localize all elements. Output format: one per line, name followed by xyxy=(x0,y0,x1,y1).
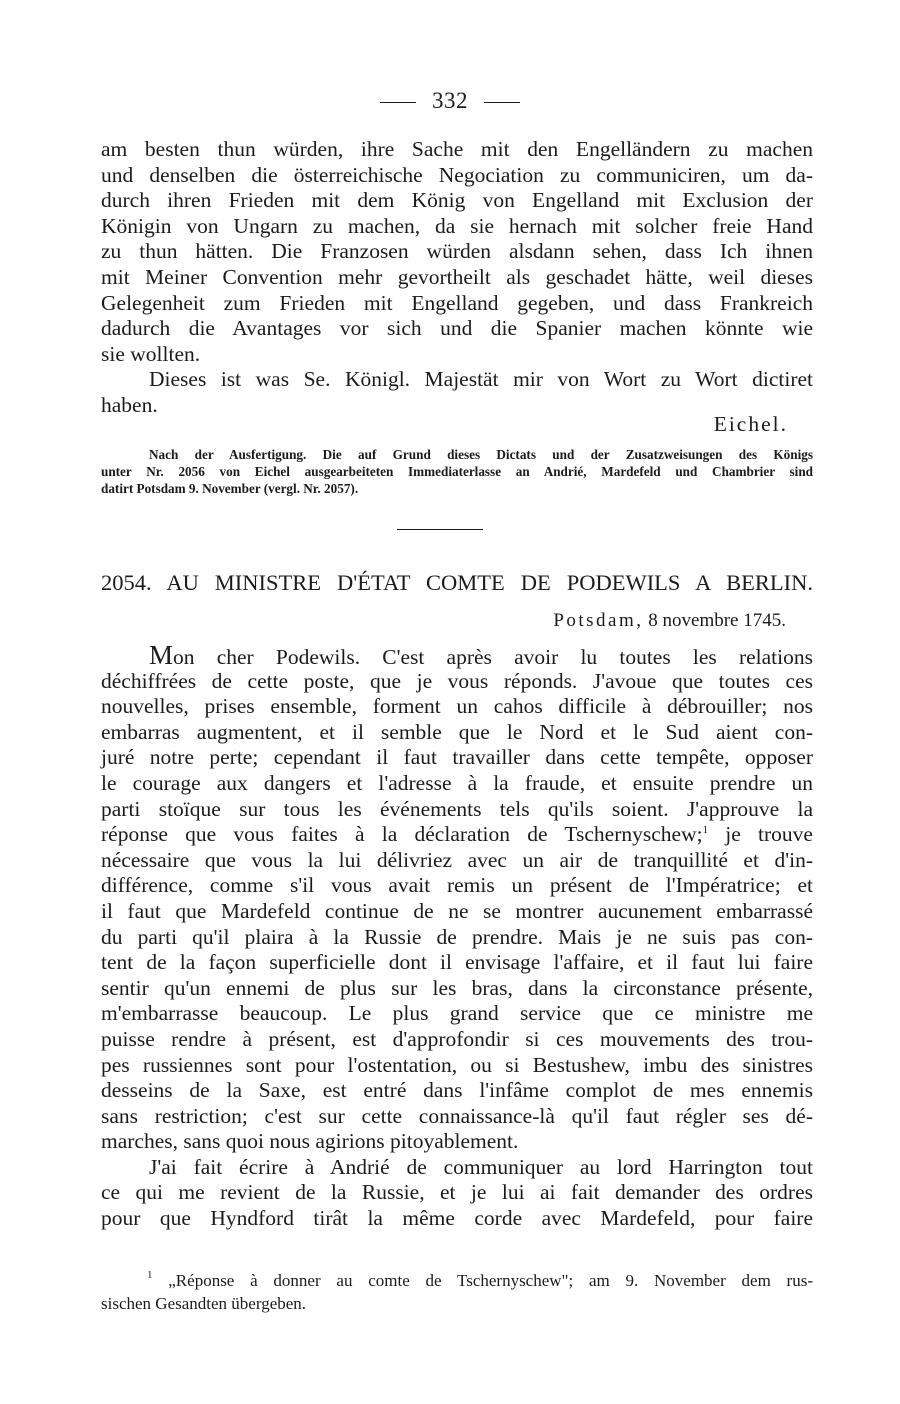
text-line: m'embarrasse beaucoup. Le plus grand service que ce ministre me xyxy=(101,1001,813,1026)
text-line: pes russiennes sont pour l'ostentation, ou si Bestushew, imbu des sinistres xyxy=(101,1052,813,1077)
text-line: nouvelles, prises ensemble, forment un cahos difficile à débrouiller; nos xyxy=(101,694,813,719)
text-line: desseins de la Saxe, est entré dans l'infâme complot de mes ennemis xyxy=(101,1078,813,1103)
text-line: il faut que Mardefeld continue de ne se montrer aucunement embarrassé xyxy=(101,898,813,923)
text-line: sentir qu'un ennemi de plus sur les bras, dans la circonstance présente, xyxy=(101,975,813,1000)
text-line: zu thun hätten. Die Franzosen würden alsdann sehen, dass Ich ihnen xyxy=(101,239,813,264)
note-line: datirt Potsdam 9. November (vergl. Nr. 2057). xyxy=(101,481,359,496)
page-number: 332 xyxy=(432,88,468,113)
text-line: nécessaire que vous la lui délivriez avec un air de tranquillité et d'in- xyxy=(101,847,813,872)
footnote-line xyxy=(101,1269,813,1292)
editorial-note xyxy=(101,446,813,497)
text-line: déchiffrées de cette poste, que je vous réponds. J'avoue que toutes ces xyxy=(101,668,813,693)
footnote-text: „Réponse à donner au comte de Tschernyschew"; am 9. November dem rus- xyxy=(168,1271,813,1290)
page-header xyxy=(0,88,900,114)
text-line: Königin von Ungarn zu machen, da sie hernach mit solcher freie Hand xyxy=(101,213,813,238)
header-dash-left xyxy=(380,102,416,103)
salutation-rest: on cher Podewils. C'est après avoir lu toutes les relations xyxy=(173,645,813,669)
text-line: marches, sans quoi nous agirions pitoyablement. xyxy=(101,1129,519,1154)
text-line: sie wollten. xyxy=(101,341,201,366)
letter-title: AU MINISTRE D'ÉTAT COMTE DE PODEWILS A BERLIN. xyxy=(166,570,813,595)
text-line xyxy=(101,822,813,848)
text-line: du parti qu'il plaira à la Russie de prendre. Mais je ne suis pas con- xyxy=(101,924,813,949)
text-line: mit Meiner Convention mehr gevortheilt als geschadet hätte, weil dieses xyxy=(101,264,813,289)
header-dash-right xyxy=(484,102,520,103)
footnoted-text-rest: je trouve xyxy=(708,822,813,847)
text-line: embarras augmentent, et il semble que le Nord et le Sud aient con- xyxy=(101,719,813,744)
text-line: am besten thun würden, ihre Sache mit den Engelländern zu machen xyxy=(101,137,813,161)
dateline xyxy=(553,610,786,632)
text-line: durch ihren Frieden mit dem König von Engelland mit Exclusion der xyxy=(101,188,813,213)
text-line: parti stoïque sur tous les événements tels qu'ils soient. J'approuve la xyxy=(101,796,813,821)
text-line: le courage aux dangers et l'adresse à la fraude, et ensuite prendre un xyxy=(101,770,813,795)
text-line: Dieses ist was Se. Königl. Majestät mir von Wort zu Wort dictiret xyxy=(149,367,813,392)
note-line: unter Nr. 2056 von Eichel ausgearbeiteten Immediaterlasse an Andrié, Mardefeld und Chambrier sind xyxy=(101,464,813,479)
footnote-ref[interactable]: 1 xyxy=(702,824,709,837)
footnoted-text: réponse que vous faites à la déclaration de Tschernyschew; xyxy=(101,822,703,847)
signature: Eichel. xyxy=(713,412,788,436)
text-line: différence, comme s'il vous avait remis un présent de l'Impératrice; et xyxy=(101,873,813,898)
text-line: puisse rendre à présent, est d'approfondir si ces mouvements des trou- xyxy=(101,1026,813,1051)
text-line: pour que Hyndford tirât la même corde avec Mardefeld, pour faire xyxy=(101,1206,813,1231)
continuation-text xyxy=(101,137,813,419)
letter-body xyxy=(101,640,813,1232)
dateline-date: 8 novembre 1745. xyxy=(648,610,786,631)
text-line: ce qui me revient de la Russie, et je lui ai fait demander des ordres xyxy=(101,1180,813,1205)
footnote-marker: 1 xyxy=(147,1269,153,1281)
letter-number: 2054. xyxy=(101,570,152,595)
footnote xyxy=(101,1269,813,1315)
text-line: sans restriction; c'est sur cette connaissance-là qu'il faut régler ses dé- xyxy=(101,1103,813,1128)
section-divider xyxy=(397,529,483,530)
text-line: tent de la façon superficielle dont il envisage l'affaire, et il faut lui faire xyxy=(101,950,813,975)
text-line: Gelegenheit zum Frieden mit Engelland gegeben, und dass Frankreich xyxy=(101,290,813,315)
text-line: dadurch die Avantages vor sich und die Spanier machen könnte wie xyxy=(101,316,813,341)
text-line: und denselben die österreichische Negociation zu communiciren, um da- xyxy=(101,162,813,187)
text-line: juré notre perte; cependant il faut travailler dans cette tempête, opposer xyxy=(101,745,813,770)
dateline-place: Potsdam, xyxy=(553,610,644,631)
note-line: Nach der Ausfertigung. Die auf Grund dieses Dictats und der Zusatzweisungen des Königs xyxy=(149,447,813,462)
footnote-line: sischen Gesandten übergeben. xyxy=(101,1294,307,1313)
salutation-initial: M xyxy=(149,640,174,670)
letter-heading xyxy=(101,570,813,596)
text-line xyxy=(101,640,813,670)
text-line: haben. xyxy=(101,392,158,417)
text-line: J'ai fait écrire à Andrié de communiquer au lord Harrington tout xyxy=(149,1154,813,1179)
